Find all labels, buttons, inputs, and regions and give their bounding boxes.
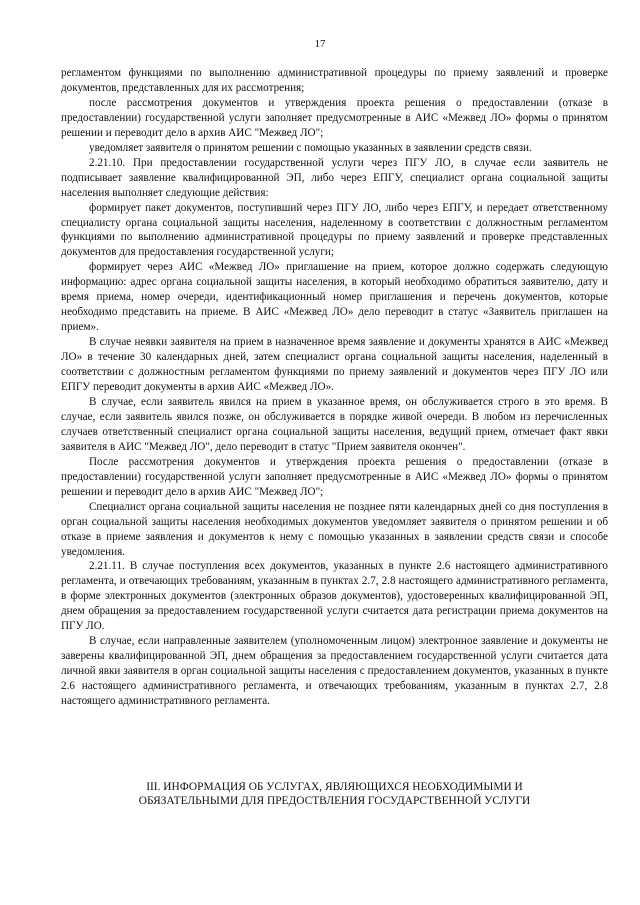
page-number: 17 — [314, 38, 326, 50]
paragraph: В случае, если заявитель явился на прием в указанное время, он обслуживается строго в это время. В случае, если заявитель явился позже, он обслуживается в порядке живой очереди. В любом из перечисленных случаев ответственный специалист органа социальной защиты населения, ведущий прием, отмечает факт явки заявителя в АИС "Межвед ЛО", дело переводит в статус "Прием заявителя окончен". — [61, 395, 608, 453]
paragraph: 2.21.10. При предоставлении государственной услуги через ПГУ ЛО, в случае если заявитель не подписывает заявление квалифицированной ЭП, либо через ЕПГУ, специалист органа социальной защиты населения выполняет следующие действия: — [61, 156, 608, 199]
section-heading-line: III. ИНФОРМАЦИЯ ОБ УСЛУГАХ, ЯВЛЯЮЩИХСЯ НЕОБХОДИМЫМИ И — [146, 781, 523, 793]
section-heading-line: ОБЯЗАТЕЛЬНЫМИ ДЛЯ ПРЕДОСТВЛЕНИЯ ГОСУДАРСТВЕННОЙ УСЛУГИ — [138, 795, 531, 808]
paragraph: формирует через АИС «Межвед ЛО» приглашение на прием, которое должно содержать следующую информацию: адрес органа социальной защиты населения, в который необходимо обратиться заявителю, дату и время приема, номер очереди, идентификационный номер приглашения и перечень документов, которые необходимо представить на приеме. В АИС «Межвед ЛО» дело переводит в статус «Заявитель приглашен на прием». — [61, 261, 608, 334]
paragraph: уведомляет заявителя о принятом решении с помощью указанных в заявлении средств связи. — [89, 141, 532, 154]
document-body — [61, 66, 608, 709]
paragraph: Специалист органа социальной защиты населения не позднее пяти календарных дней со дня поступления в орган социальной защиты населения необходимых документов уведомляет заявителя о принятом решении и об отказе в приеме заявления и документов к нему с помощью указанных в заявлении средств связи и способе уведомления. — [61, 500, 608, 558]
paragraph: 2.21.11. В случае поступления всех документов, указанных в пункте 2.6 настоящего административного регламента, и отвечающих требованиям, указанным в пунктах 2.7, 2.8 настоящего административного регламента, в форме электронных документов (электронных образов документов), удостоверенных квалифицированной ЭП, днем обращения за предоставлением государственной услуги считается дата регистрации приема документов на ПГУ ЛО. — [61, 560, 608, 633]
paragraph: В случае неявки заявителя на прием в назначенное время заявление и документы хранятся в АИС «Межвед ЛО» в течение 30 календарных дней, затем специалист органа социальной защиты населения, наделенный в соответствии с должностным регламентом функциями по приему заявлений и документов через ПГУ ЛО или ЕПГУ переводит документы в архив АИС «Межвед ЛО». — [61, 336, 608, 394]
paragraph: В случае, если направленные заявителем (уполномоченным лицом) электронное заявление и документы не заверены квалифицированной ЭП, днем обращения за предоставлением государственной услуги считается дата личной явки заявителя в орган социальной защиты населения с предоставлением документов, указанных в пункте 2.6 настоящего административного регламента, и отвечающих требованиям, указанным в пунктах 2.7, 2.8 настоящего административного регламента. — [61, 635, 608, 708]
paragraph: формирует пакет документов, поступивший через ПГУ ЛО, либо через ЕПГУ, и передает ответственному специалисту органа социальной защиты населения, наделенному в соответствии с должностным регламентом функциями по выполнению административной процедуры по приему заявлений и проверке представленных документов для предоставления государственной услуги; — [61, 201, 608, 259]
paragraph: регламентом функциями по выполнению административной процедуры по приему заявлений и проверке документов, представленных для их рассмотрения; — [61, 67, 608, 94]
section-heading — [61, 780, 608, 809]
paragraph: после рассмотрения документов и утверждения проекта решения о предоставлении (отказе в предоставлении) государственной услуги заполняет предусмотренные в АИС «Межвед ЛО» формы о принятом решении и переводит дело в архив АИС "Межвед ЛО"; — [61, 96, 608, 139]
paragraph: После рассмотрения документов и утверждения проекта решения о предоставлении (отказе в предоставлении) государственной услуги заполняет предусмотренные в АИС «Межвед ЛО» формы о принятом решении и переводит дело в архив АИС "Межвед ЛО"; — [61, 455, 608, 498]
